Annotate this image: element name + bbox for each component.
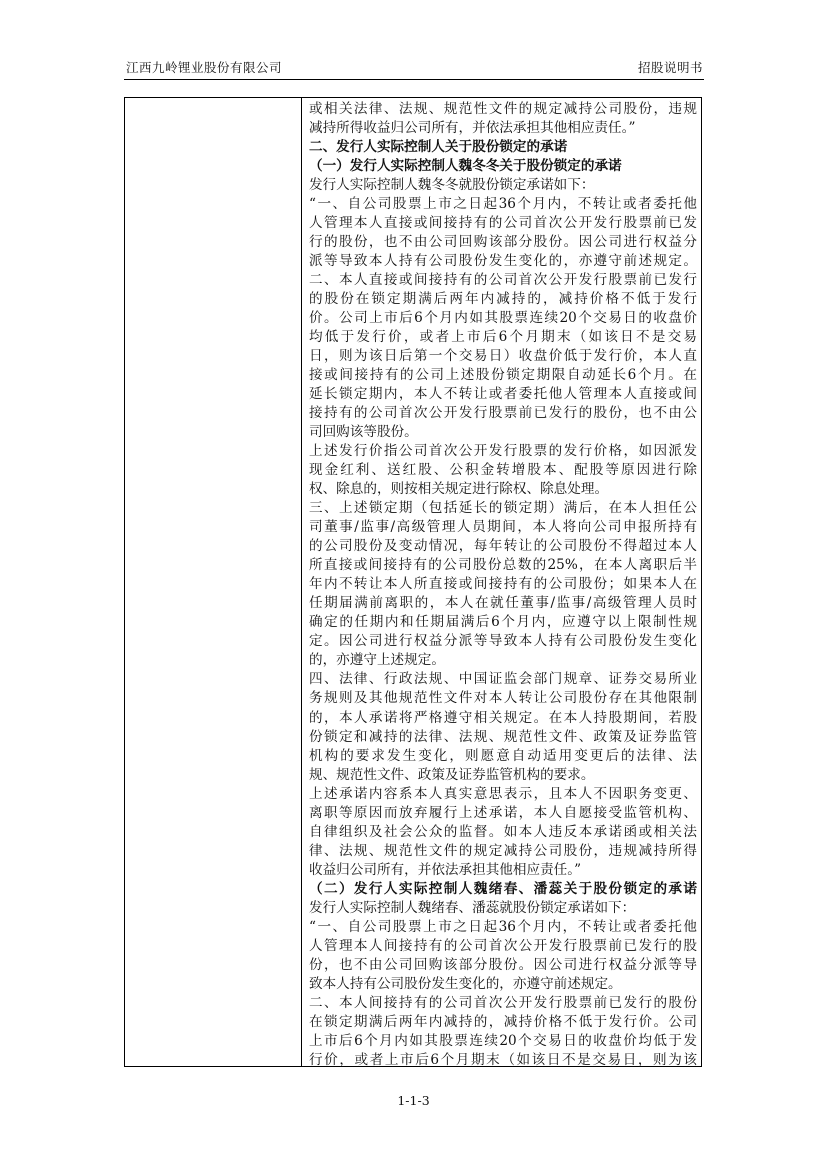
body-line: 司董事/监事/高级管理人员期间，本人将向公司申报所持有 xyxy=(309,519,697,536)
body-line: 四、法律、行政法规、中国证监会部门规章、证券交易所业 xyxy=(309,671,697,688)
body-line: 离职等原因而放弃履行上述承诺，本人自愿接受监管机构、 xyxy=(309,804,697,821)
body-line: 三、上述锁定期（包括延长的锁定期）满后，在本人担任公 xyxy=(309,500,697,517)
body-line: 的，本人承诺将严格遵守相关规定。在本人持股期间，若股 xyxy=(309,709,697,726)
body-line: 在锁定期满后两年内减持的，减持价格不低于发行价。公司 xyxy=(309,1013,697,1030)
body-line: “一、自公司股票上市之日起36个月内，不转让或者委托他 xyxy=(309,196,697,213)
body-line: 任期届满前离职的，本人在就任董事/监事/高级管理人员时 xyxy=(309,595,697,612)
body-line: 派等导致本人持有公司股份发生变化的，亦遵守前述规定。 xyxy=(309,253,697,270)
header-rule xyxy=(124,79,704,80)
body-line: 延长锁定期内，本人不转让或者委托他人管理本人直接或间 xyxy=(309,386,697,403)
body-line: 务规则及其他规范性文件对本人转让公司股份存在其他限制 xyxy=(309,690,697,707)
body-line: 权、除息的，则按相关规定进行除权、除息处理。 xyxy=(309,481,609,498)
body-line: 现金红利、送红股、公积金转增股本、配股等原因进行除 xyxy=(309,462,697,479)
body-line: 上市后6个月内如其股票连续20个交易日的收盘价均低于发 xyxy=(309,1032,697,1049)
body-line: 年内不转让本人所直接或间接持有的公司股份；如果本人在 xyxy=(309,576,697,593)
body-line: 致本人持有公司股份发生变化的，亦遵守前述规定。 xyxy=(309,975,622,992)
body-line: 行价，或者上市后6个月期末（如该日不是交易日，则为该 xyxy=(309,1051,697,1068)
body-line: 人管理本人直接或间接持有的公司首次公开发行股票前已发 xyxy=(309,215,697,232)
table-column-divider xyxy=(301,97,302,1067)
body-line: 份锁定和减持的法律、法规、规范性文件、政策及证券监管 xyxy=(309,728,697,745)
body-line: 日，则为该日后第一个交易日）收盘价低于发行价，本人直 xyxy=(309,348,697,365)
body-line: “一、自公司股票上市之日起36个月内，不转让或者委托他 xyxy=(309,918,697,935)
body-line: 份，也不由公司回购该部分股份。因公司进行权益分派等导 xyxy=(309,956,697,973)
body-line: 发行人实际控制人魏绪春、潘蕊就股份锁定承诺如下： xyxy=(309,899,636,916)
commitment-text xyxy=(309,100,697,1070)
body-line: 确定的任期内和任期届满后6个月内，应遵守以上限制性规 xyxy=(309,614,697,631)
document-type: 招股说明书 xyxy=(638,60,704,75)
body-line: 自律组织及社会公众的监督。如本人违反本承诺函或相关法 xyxy=(309,823,697,840)
body-line: 机构的要求发生变化，则愿意自动适用变更后的法律、法 xyxy=(309,747,697,764)
body-line: 定。因公司进行权益分派等导致本人持有公司股份发生变化 xyxy=(309,633,697,650)
body-line: 价。公司上市后6个月内如其股票连续20个交易日的收盘价 xyxy=(309,310,697,327)
body-line: 均低于发行价，或者上市后6个月期末（如该日不是交易 xyxy=(309,329,697,346)
body-line: 上述承诺内容系本人真实意思表示，且本人不因职务变更、 xyxy=(309,785,697,802)
body-line: 所直接或间接持有的公司股份总数的25%，在本人离职后半 xyxy=(309,557,697,574)
section-heading: （一）发行人实际控制人魏冬冬关于股份锁定的承诺 xyxy=(309,158,622,175)
page-number: 1-1-3 xyxy=(397,1093,430,1108)
body-line: 减持所得收益归公司所有，并依法承担其他相应责任。” xyxy=(309,120,636,137)
body-line: 或相关法律、法规、规范性文件的规定减持公司股份，违规 xyxy=(309,101,697,117)
body-line: 行的股份，也不由公司回购该部分股份。因公司进行权益分 xyxy=(309,234,697,251)
body-line: 律、法规、规范性文件的规定减持公司股份，违规减持所得 xyxy=(309,842,697,859)
body-line: 收益归公司所有，并依法承担其他相应责任。” xyxy=(309,861,582,878)
body-line: 二、本人间接持有的公司首次公开发行股票前已发行的股份 xyxy=(309,994,697,1011)
company-name: 江西九岭锂业股份有限公司 xyxy=(126,60,283,75)
section-heading: （二）发行人实际控制人魏绪春、潘蕊关于股份锁定的承诺 xyxy=(309,880,697,897)
body-line: 上述发行价指公司首次公开发行股票的发行价格，如因派发 xyxy=(309,443,697,460)
body-line: 接或间接持有的公司上述股份锁定期限自动延长6个月。在 xyxy=(309,367,697,384)
body-line: 发行人实际控制人魏冬冬就股份锁定承诺如下： xyxy=(309,177,595,194)
body-line: 规、规范性文件、政策及证券监管机构的要求。 xyxy=(309,766,595,783)
body-line: 的公司股份及变动情况，每年转让的公司股份不得超过本人 xyxy=(309,538,697,555)
body-line: 的，亦遵守上述规定。 xyxy=(309,652,445,669)
body-line: 人管理本人间接持有的公司首次公开发行股票前已发行的股 xyxy=(309,937,697,954)
section-heading: 二、发行人实际控制人关于股份锁定的承诺 xyxy=(309,139,568,156)
body-line: 的股份在锁定期满后两年内减持的，减持价格不低于发行 xyxy=(309,291,697,308)
body-line: 接持有的公司首次公开发行股票前已发行的股份，也不由公 xyxy=(309,405,697,422)
body-line: 司回购该等股份。 xyxy=(309,424,418,441)
body-line: 二、本人直接或间接持有的公司首次公开发行股票前已发行 xyxy=(309,272,697,289)
